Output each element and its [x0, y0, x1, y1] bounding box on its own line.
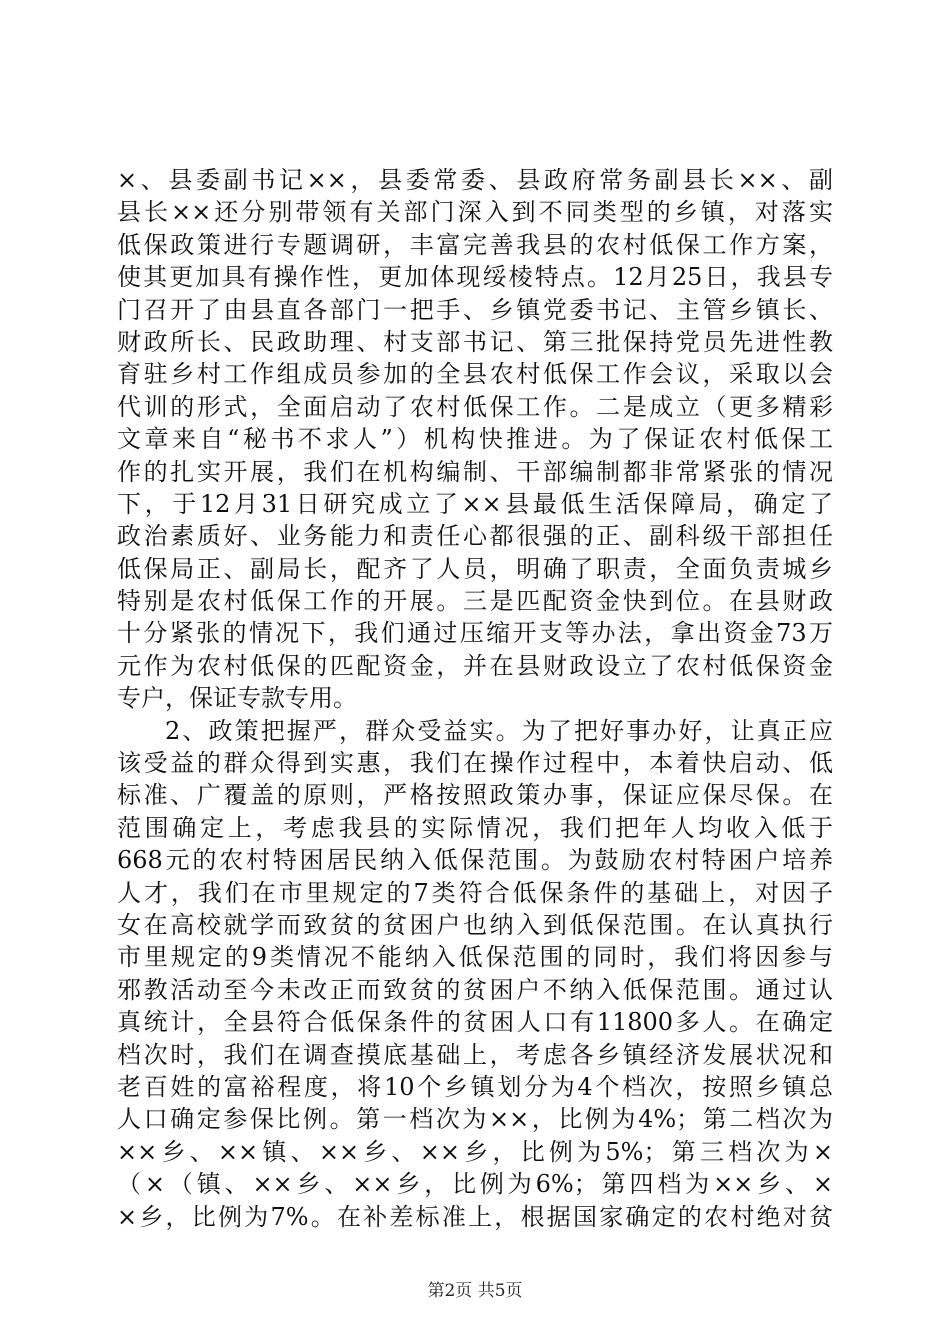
text-line: 育驻乡村工作组成员参加的全县农村低保工作会议，采取以会: [117, 360, 833, 389]
text-line: 人口确定参保比例。第一档次为××，比例为4%；第二档次为: [117, 1105, 833, 1134]
text-line: 范围确定上，考虑我县的实际情况，我们把年人均收入低于: [117, 813, 833, 842]
text-line: 十分紧张的情况下，我们通过压缩开支等办法，拿出资金73万: [117, 619, 833, 648]
text-line: 财政所长、民政助理、村支部书记、第三批保持党员先进性教: [117, 327, 833, 356]
body-text: [117, 164, 833, 1233]
text-line: 文章来自“秘书不求人”）机构快推进。为了保证农村低保工: [117, 425, 833, 454]
text-line: 人才，我们在市里规定的7类符合低保条件的基础上，对因子: [117, 878, 833, 907]
page-number-footer: 第2页 共5页: [427, 1281, 523, 1301]
text-line: ××乡、××镇、××乡、××乡，比例为5%；第三档次为×: [117, 1137, 833, 1166]
paragraph-end-line: 专户，保证专款专用。: [117, 684, 357, 713]
text-line: 女在高校就学而致贫的贫困户也纳入到低保范围。在认真执行: [117, 910, 833, 939]
text-line: 门召开了由县直各部门一把手、乡镇党委书记、主管乡镇长、: [117, 295, 833, 324]
text-line: 代训的形式，全面启动了农村低保工作。二是成立（更多精彩: [117, 392, 833, 421]
text-line: 低保政策进行专题调研，丰富完善我县的农村低保工作方案，: [117, 230, 833, 259]
text-line: ×乡，比例为7%。在补差标准上，根据国家确定的农村绝对贫: [117, 1202, 833, 1231]
text-line: 668元的农村特困居民纳入低保范围。为鼓励农村特困户培养: [117, 846, 833, 875]
text-line: 邪教活动至今未改正而致贫的贫困户不纳入低保范围。通过认: [117, 975, 833, 1004]
text-line: （×（镇、××乡、××乡，比例为6%；第四档为××乡、×: [117, 1170, 833, 1199]
text-line: 下，于12月31日研究成立了××县最低生活保障局，确定了: [117, 489, 833, 518]
text-line: 元作为农村低保的匹配资金，并在县财政设立了农村低保资金: [117, 651, 833, 680]
text-line: 该受益的群众得到实惠，我们在操作过程中，本着快启动、低: [117, 749, 833, 778]
text-line: 政治素质好、业务能力和责任心都很强的正、副科级干部担任: [117, 522, 833, 551]
text-line: 标准、广覆盖的原则，严格按照政策办事，保证应保尽保。在: [117, 781, 833, 810]
text-line: ×、县委副书记××，县委常委、县政府常务副县长××、副: [117, 166, 833, 194]
text-line: 县长××还分别带领有关部门深入到不同类型的乡镇，对落实: [117, 198, 833, 227]
text-line: 真统计，全县符合低保条件的贫困人口有11800多人。在确定: [117, 1008, 833, 1037]
text-line: 档次时，我们在调查摸底基础上，考虑各乡镇经济发展状况和: [117, 1040, 833, 1069]
text-line: 特别是农村低保工作的开展。三是匹配资金快到位。在县财政: [117, 587, 833, 616]
text-line: 市里规定的9类情况不能纳入低保范围的同时，我们将因参与: [117, 943, 833, 972]
text-line: 老百姓的富裕程度，将10个乡镇划分为4个档次，按照乡镇总: [117, 1072, 833, 1101]
text-line: 作的扎实开展，我们在机构编制、干部编制都非常紧张的情况: [117, 457, 833, 486]
paragraph-start-line: 2、政策把握严，群众受益实。为了把好事办好，让真正应: [165, 716, 833, 745]
text-line: 使其更加具有操作性，更加体现绥棱特点。12月25日，我县专: [117, 263, 833, 292]
text-line: 低保局正、副局长，配齐了人员，明确了职责，全面负责城乡: [117, 554, 833, 583]
